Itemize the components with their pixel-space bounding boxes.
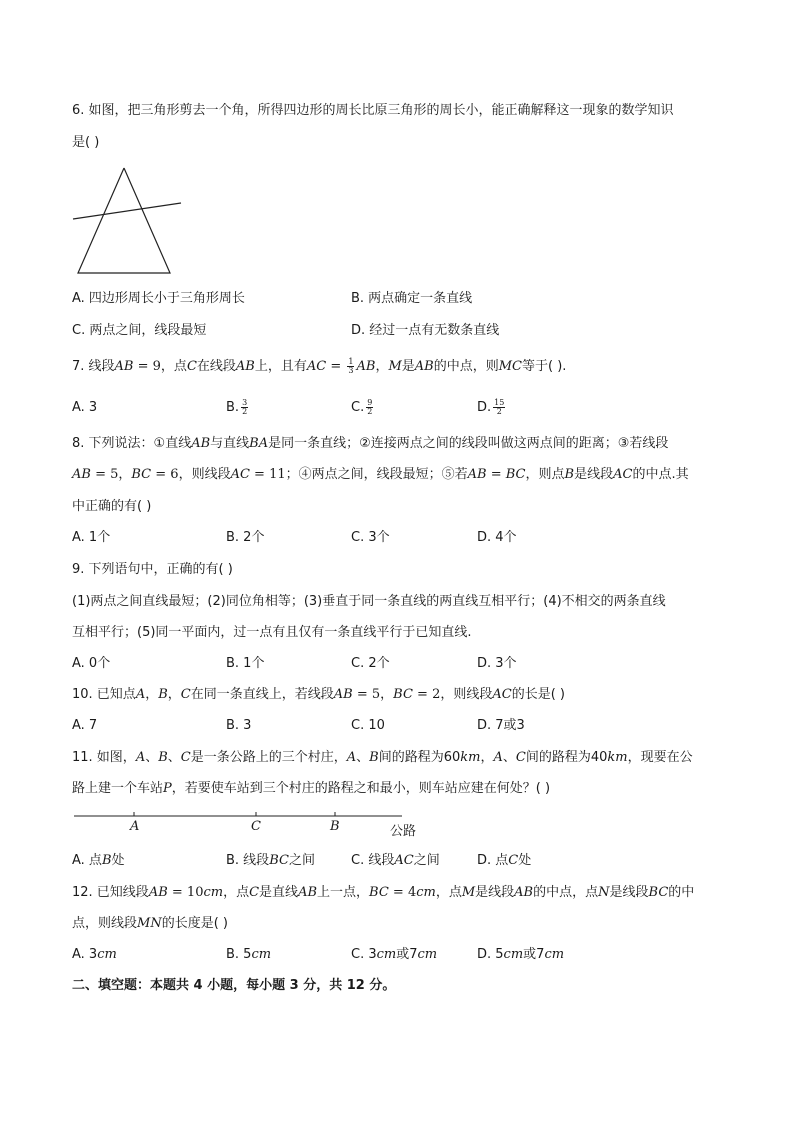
q9-option-d: D. 3个	[477, 656, 517, 671]
q7-option-a: A. 3	[72, 400, 98, 415]
q11-option-c: C. 线段AC之间	[351, 853, 440, 868]
road-label: 公路	[390, 824, 417, 839]
cut-line	[73, 203, 181, 219]
q12-stem-line1: 12. 已知线段AB = 10cm，点C是直线AB上一点，BC = 4cm，点M是线段AB的中点，点N是线段BC的中	[72, 885, 695, 900]
section-heading-fill-in: 二、填空题：本题共 4 小题，每小题 3 分，共 12 分。	[72, 978, 396, 993]
q8-stem-line3: 中正确的有( )	[72, 499, 152, 514]
q7-option-b: B. $\frac{3}{2}$	[226, 398, 248, 416]
q8-option-d: D. 4个	[477, 530, 517, 545]
q12-option-b: B. 5cm	[226, 947, 272, 962]
q8-stem-line1: 8. 下列说法：①直线AB与直线BA是同一条直线；②连接两点之间的线段叫做这两点间的距离；③若线段	[72, 436, 669, 451]
q6-stem-line1: 6. 如图，把三角形剪去一个角，所得四边形的周长比原三角形的周长小，能正确解释这一现象的数学知识	[72, 103, 674, 118]
q8-option-c: C. 3个	[351, 530, 390, 545]
q11-option-a: A. 点B处	[72, 853, 125, 868]
q9-option-a: A. 0个	[72, 656, 111, 671]
q7-fraction: $\frac{1}{3}$	[348, 357, 354, 375]
q12-stem-line2: 点，则线段MN的长度是( )	[72, 916, 228, 931]
q11-stem-line2: 路上建一个车站P，若要使车站到三个村庄的路程之和最小，则车站应建在何处？( )	[72, 781, 551, 796]
q10-option-c: C. 10	[351, 718, 385, 733]
q9-option-b: B. 1个	[226, 656, 265, 671]
q11-option-b: B. 线段BC之间	[226, 853, 315, 868]
road-figure	[72, 806, 432, 842]
triangle-figure	[70, 162, 186, 278]
q11-stem-line1: 11. 如图，A、B、C是一条公路上的三个村庄，A、B间的路程为60km，A、C间的路程为40km，现要在公	[72, 750, 693, 765]
q12-option-d: D. 5cm或7cm	[477, 947, 565, 962]
q9-option-c: C. 2个	[351, 656, 390, 671]
q7-option-c: C. $\frac{9}{2}$	[351, 398, 373, 416]
q10-option-d: D. 7或3	[477, 718, 525, 733]
q8-option-a: A. 1个	[72, 530, 111, 545]
q11-option-d: D. 点C处	[477, 853, 532, 868]
triangle-outline	[78, 168, 170, 273]
q8-stem-line2: AB = 5，BC = 6，则线段AC = 11；④两点之间，线段最短；⑤若AB = BC，则点B是线段AC的中点.其	[72, 467, 689, 482]
point-a-label: A	[130, 819, 140, 834]
q10-option-a: A. 7	[72, 718, 98, 733]
q6-option-b: B. 两点确定一条直线	[351, 291, 473, 306]
q8-option-b: B. 2个	[226, 530, 265, 545]
q7-stem: 7. 线段AB = 9，点C在线段AB上，且有AC = $\frac{1}{3}$ AB，M是AB的中点，则MC等于( ).	[72, 357, 567, 375]
q9-stem-line3: 互相平行；(5)同一平面内，过一点有且仅有一条直线平行于已知直线.	[72, 625, 472, 640]
q10-option-b: B. 3	[226, 718, 252, 733]
q7-option-d: D. $\frac{15}{2}$	[477, 398, 505, 416]
q6-stem-line2: 是( )	[72, 135, 100, 150]
point-b-label: B	[330, 819, 340, 834]
q9-stem-line2: (1)两点之间直线最短；(2)同位角相等；(3)垂直于同一条直线的两直线互相平行；(4)不相交的两条直线	[72, 594, 666, 609]
q10-stem: 10. 已知点A，B，C在同一条直线上，若线段AB = 5，BC = 2，则线段AC的长是( )	[72, 687, 565, 702]
q9-stem-line1: 9. 下列语句中，正确的有( )	[72, 562, 233, 577]
q12-option-a: A. 3cm	[72, 947, 117, 962]
point-c-label: C	[251, 819, 261, 834]
q6-option-d: D. 经过一点有无数条直线	[351, 323, 500, 338]
q6-option-a: A. 四边形周长小于三角形周长	[72, 291, 245, 306]
q6-option-c: C. 两点之间，线段最短	[72, 323, 207, 338]
q12-option-c: C. 3cm或7cm	[351, 947, 438, 962]
